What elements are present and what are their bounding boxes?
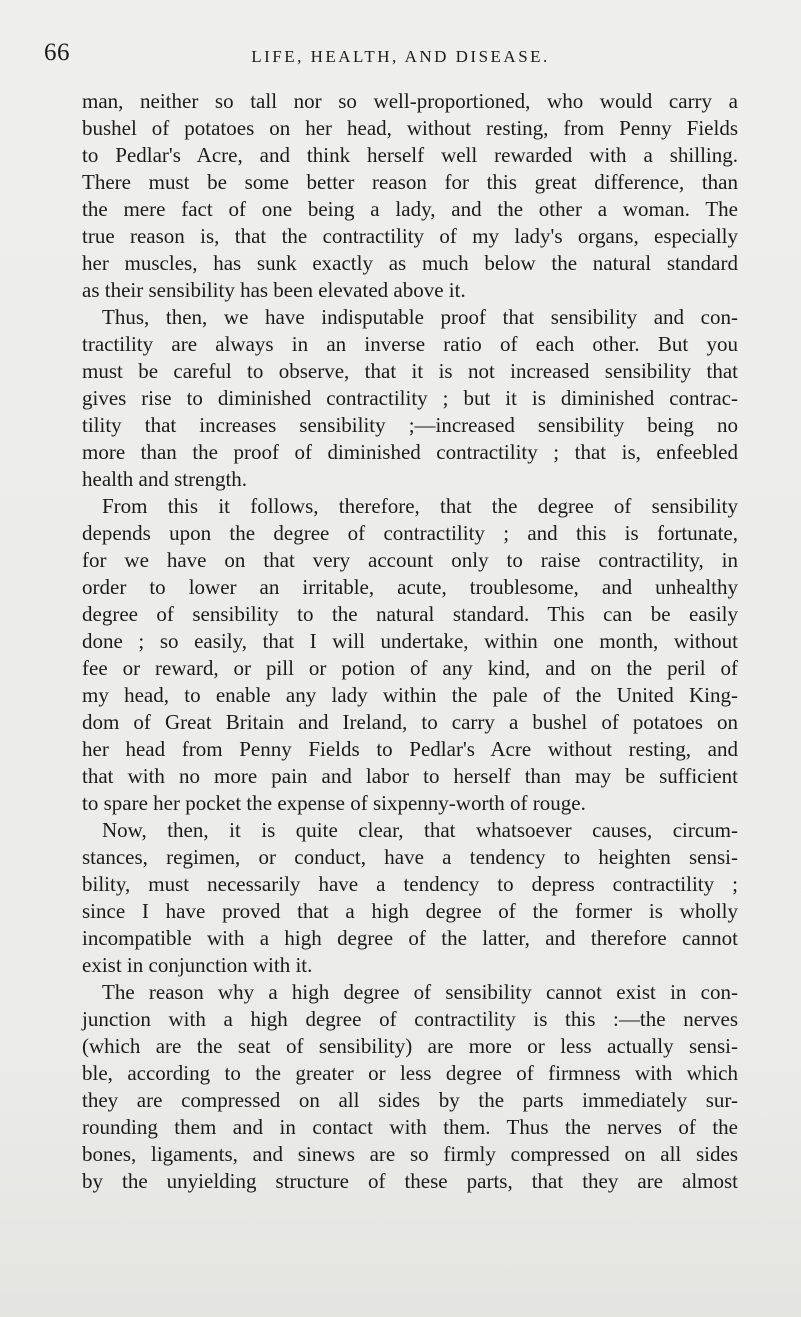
- text-line: From this it follows, therefore, that the degree of sensibility: [102, 494, 738, 518]
- text-line: depends upon the degree of contractility ; and this is fortunate,: [82, 521, 738, 545]
- text-line: health and strength.: [82, 467, 248, 491]
- text-line: her muscles, has sunk exactly as much below the natural standard: [82, 251, 738, 275]
- text-line: bushel of potatoes on her head, without resting, from Penny Fields: [82, 116, 738, 140]
- text-line: to Pedlar's Acre, and think herself well rewarded with a shilling.: [82, 143, 738, 167]
- text-line: Now, then, it is quite clear, that whatsoever causes, circum-: [102, 818, 738, 842]
- text-line: tractility are always in an inverse ratio of each other. But you: [82, 332, 738, 356]
- text-line: more than the proof of diminished contractility ; that is, enfeebled: [82, 440, 738, 464]
- text-line: Thus, then, we have indisputable proof that sensibility and con-: [102, 305, 738, 329]
- text-line: done ; so easily, that I will undertake, within one month, without: [82, 629, 738, 653]
- text-line: fee or reward, or pill or potion of any kind, and on the peril of: [82, 656, 738, 680]
- text-line: since I have proved that a high degree of the former is wholly: [82, 899, 738, 923]
- text-line: bones, ligaments, and sinews are so firmly compressed on all sides: [82, 1142, 738, 1166]
- page-number: 66: [44, 39, 70, 66]
- text-line: my head, to enable any lady within the pale of the United King-: [82, 683, 738, 707]
- running-title: LIFE, HEALTH, AND DISEASE.: [251, 47, 550, 66]
- text-line: that with no more pain and labor to herself than may be sufficient: [82, 764, 738, 788]
- text-line: incompatible with a high degree of the latter, and therefore cannot: [82, 926, 738, 950]
- text-line: to spare her pocket the expense of sixpenny-worth of rouge.: [82, 791, 586, 815]
- text-line: dom of Great Britain and Ireland, to carry a bushel of potatoes on: [82, 710, 738, 734]
- text-line: rounding them and in contact with them. Thus the nerves of the: [82, 1115, 738, 1139]
- text-line: degree of sensibility to the natural standard. This can be easily: [82, 602, 738, 626]
- paragraph: [82, 979, 738, 1195]
- text-line: man, neither so tall nor so well-proportioned, who would carry a: [82, 89, 738, 113]
- paragraph: [82, 817, 738, 979]
- text-line: her head from Penny Fields to Pedlar's Acre without resting, and: [82, 737, 738, 761]
- text-line: for we have on that very account only to raise contractility, in: [82, 548, 738, 572]
- paragraph: [82, 304, 738, 493]
- text-line: ble, according to the greater or less degree of firmness with which: [82, 1061, 738, 1085]
- text-line: There must be some better reason for this great difference, than: [82, 170, 738, 194]
- text-line: true reason is, that the contractility of my lady's organs, especially: [82, 224, 738, 248]
- paragraph: [82, 88, 738, 304]
- text-line: stances, regimen, or conduct, have a tendency to heighten sensi-: [82, 845, 738, 869]
- text-line: by the unyielding structure of these parts, that they are almost: [82, 1169, 738, 1193]
- body-text: [82, 88, 738, 1195]
- text-line: (which are the seat of sensibility) are more or less actually sensi-: [82, 1034, 738, 1058]
- text-line: order to lower an irritable, acute, troublesome, and unhealthy: [82, 575, 738, 599]
- text-line: they are compressed on all sides by the parts immediately sur-: [82, 1088, 738, 1112]
- text-line: bility, must necessarily have a tendency to depress contractility ;: [82, 872, 738, 896]
- text-line: The reason why a high degree of sensibility cannot exist in con-: [102, 980, 738, 1004]
- text-line: the mere fact of one being a lady, and the other a woman. The: [82, 197, 738, 221]
- text-line: must be careful to observe, that it is not increased sensibility that: [82, 359, 738, 383]
- text-line: gives rise to diminished contractility ; but it is diminished contrac-: [82, 386, 738, 410]
- text-line: junction with a high degree of contractility is this :—the nerves: [82, 1007, 738, 1031]
- text-line: as their sensibility has been elevated above it.: [82, 278, 466, 302]
- paragraph: [82, 493, 738, 817]
- text-line: exist in conjunction with it.: [82, 953, 313, 977]
- text-line: tility that increases sensibility ;—increased sensibility being no: [82, 413, 738, 437]
